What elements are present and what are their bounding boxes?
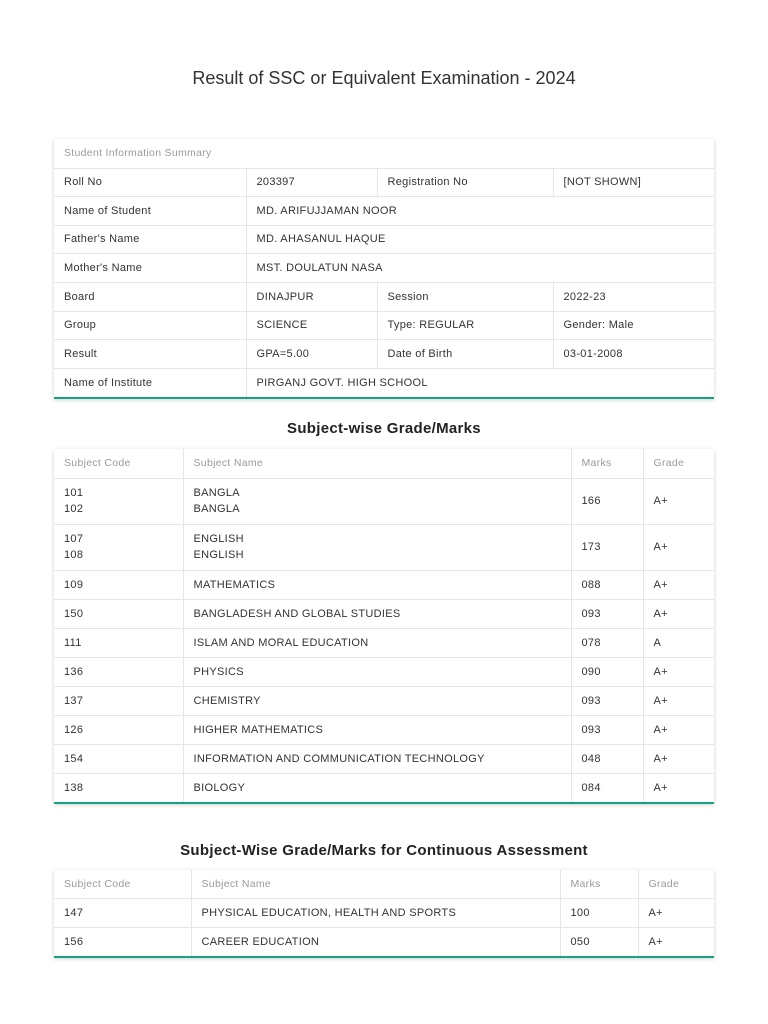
subject-grade: A+ bbox=[643, 524, 714, 570]
dob-value: 03-01-2008 bbox=[553, 339, 714, 368]
board-row bbox=[54, 282, 714, 311]
mother-value: MST. DOULATUN NASA bbox=[246, 253, 714, 282]
subject-code: 126 bbox=[54, 715, 183, 744]
subject-code: 109 bbox=[54, 570, 183, 599]
subject-marks: 166 bbox=[571, 478, 643, 524]
name-value: MD. ARIFUJJAMAN NOOR bbox=[246, 196, 714, 225]
session-value: 2022-23 bbox=[553, 282, 714, 311]
subject-code: 137 bbox=[54, 686, 183, 715]
mother-row bbox=[54, 253, 714, 282]
header-subject-name: Subject Name bbox=[183, 449, 571, 478]
subject-name: PHYSICAL EDUCATION, HEALTH AND SPORTS bbox=[191, 898, 560, 927]
subject-name: CAREER EDUCATION bbox=[191, 927, 560, 956]
board-label: Board bbox=[54, 282, 246, 311]
subject-name: PHYSICS bbox=[183, 657, 571, 686]
table-row bbox=[54, 898, 714, 927]
subject-code: 108 bbox=[64, 549, 84, 561]
table-row bbox=[54, 686, 714, 715]
subject-grade: A+ bbox=[643, 570, 714, 599]
subject-grade: A+ bbox=[638, 898, 714, 927]
header-grade: Grade bbox=[638, 870, 714, 898]
session-label: Session bbox=[377, 282, 553, 311]
subject-name: ENGLISH bbox=[193, 533, 244, 545]
result-row bbox=[54, 339, 714, 368]
result-label: Result bbox=[54, 339, 246, 368]
father-row bbox=[54, 225, 714, 253]
subject-code: 111 bbox=[54, 628, 183, 657]
subject-grade: A+ bbox=[643, 686, 714, 715]
subject-marks: 050 bbox=[560, 927, 638, 956]
subject-grade: A+ bbox=[643, 599, 714, 628]
name-label: Name of Student bbox=[54, 196, 246, 225]
subject-name: ENGLISH bbox=[193, 549, 244, 561]
subject-marks: 048 bbox=[571, 744, 643, 773]
subject-marks: 093 bbox=[571, 599, 643, 628]
subject-code: 150 bbox=[54, 599, 183, 628]
subject-name: BANGLADESH AND GLOBAL STUDIES bbox=[183, 599, 571, 628]
table-row bbox=[54, 744, 714, 773]
roll-value: 203397 bbox=[246, 168, 377, 196]
continuous-card bbox=[54, 870, 714, 958]
subject-code: 156 bbox=[54, 927, 191, 956]
subject-name-cell bbox=[183, 524, 571, 570]
header-subject-code: Subject Code bbox=[54, 870, 191, 898]
father-value: MD. AHASANUL HAQUE bbox=[246, 225, 714, 253]
subject-name: ISLAM AND MORAL EDUCATION bbox=[183, 628, 571, 657]
subject-grade: A+ bbox=[643, 773, 714, 802]
name-row bbox=[54, 196, 714, 225]
father-label: Father's Name bbox=[54, 225, 246, 253]
subject-code: 102 bbox=[64, 503, 84, 515]
table-row bbox=[54, 715, 714, 744]
subject-marks: 173 bbox=[571, 524, 643, 570]
institute-label: Name of Institute bbox=[54, 368, 246, 397]
institute-value: PIRGANJ GOVT. HIGH SCHOOL bbox=[246, 368, 714, 397]
dob-label: Date of Birth bbox=[377, 339, 553, 368]
board-value: DINAJPUR bbox=[246, 282, 377, 311]
subject-code-cell bbox=[54, 524, 183, 570]
table-row bbox=[54, 478, 714, 524]
subject-name: BANGLA bbox=[193, 503, 240, 515]
header-marks: Marks bbox=[560, 870, 638, 898]
student-info-caption: Student Information Summary bbox=[54, 139, 714, 168]
roll-label: Roll No bbox=[54, 168, 246, 196]
subject-code-cell bbox=[54, 478, 183, 524]
table-row bbox=[54, 657, 714, 686]
subject-grade: A+ bbox=[643, 744, 714, 773]
subject-marks: 078 bbox=[571, 628, 643, 657]
subject-grade: A bbox=[643, 628, 714, 657]
subject-code: 136 bbox=[54, 657, 183, 686]
subject-name-cell bbox=[183, 478, 571, 524]
subject-code: 138 bbox=[54, 773, 183, 802]
table-row bbox=[54, 599, 714, 628]
mother-label: Mother's Name bbox=[54, 253, 246, 282]
registration-value: [NOT SHOWN] bbox=[553, 168, 714, 196]
subject-code: 107 bbox=[64, 533, 84, 545]
table-row bbox=[54, 570, 714, 599]
subject-grade: A+ bbox=[643, 715, 714, 744]
subjects-header-row bbox=[54, 449, 714, 478]
group-label: Group bbox=[54, 311, 246, 339]
gender-value: Gender: Male bbox=[553, 311, 714, 339]
subject-name: HIGHER MATHEMATICS bbox=[183, 715, 571, 744]
table-row bbox=[54, 927, 714, 956]
subject-marks: 093 bbox=[571, 686, 643, 715]
subject-name: INFORMATION AND COMMUNICATION TECHNOLOGY bbox=[183, 744, 571, 773]
table-row bbox=[54, 628, 714, 657]
subject-marks: 084 bbox=[571, 773, 643, 802]
subject-marks: 100 bbox=[560, 898, 638, 927]
subject-marks: 090 bbox=[571, 657, 643, 686]
table-row bbox=[54, 773, 714, 802]
result-value: GPA=5.00 bbox=[246, 339, 377, 368]
roll-row bbox=[54, 168, 714, 196]
subject-grade: A+ bbox=[643, 478, 714, 524]
group-value: SCIENCE bbox=[246, 311, 377, 339]
continuous-table bbox=[54, 870, 714, 956]
subject-name: BANGLA bbox=[193, 487, 240, 499]
registration-label: Registration No bbox=[377, 168, 553, 196]
subjects-title: Subject-wise Grade/Marks bbox=[287, 420, 481, 437]
header-grade: Grade bbox=[643, 449, 714, 478]
institute-row bbox=[54, 368, 714, 397]
subject-name: CHEMISTRY bbox=[183, 686, 571, 715]
subject-code: 147 bbox=[54, 898, 191, 927]
header-marks: Marks bbox=[571, 449, 643, 478]
student-info-card bbox=[54, 139, 714, 399]
group-row bbox=[54, 311, 714, 339]
subject-marks: 088 bbox=[571, 570, 643, 599]
subjects-table bbox=[54, 449, 714, 802]
type-value: Type: REGULAR bbox=[377, 311, 553, 339]
page-title: Result of SSC or Equivalent Examination - 2024 bbox=[192, 68, 576, 88]
subject-code: 154 bbox=[54, 744, 183, 773]
subject-name: MATHEMATICS bbox=[183, 570, 571, 599]
header-subject-code: Subject Code bbox=[54, 449, 183, 478]
student-info-table bbox=[54, 139, 714, 397]
subject-grade: A+ bbox=[638, 927, 714, 956]
continuous-header-row bbox=[54, 870, 714, 898]
subject-code: 101 bbox=[64, 487, 84, 499]
table-row bbox=[54, 524, 714, 570]
header-subject-name: Subject Name bbox=[191, 870, 560, 898]
subject-marks: 093 bbox=[571, 715, 643, 744]
subject-name: BIOLOGY bbox=[183, 773, 571, 802]
subjects-card bbox=[54, 449, 714, 804]
subject-grade: A+ bbox=[643, 657, 714, 686]
continuous-title: Subject-Wise Grade/Marks for Continuous Assessment bbox=[180, 842, 588, 859]
